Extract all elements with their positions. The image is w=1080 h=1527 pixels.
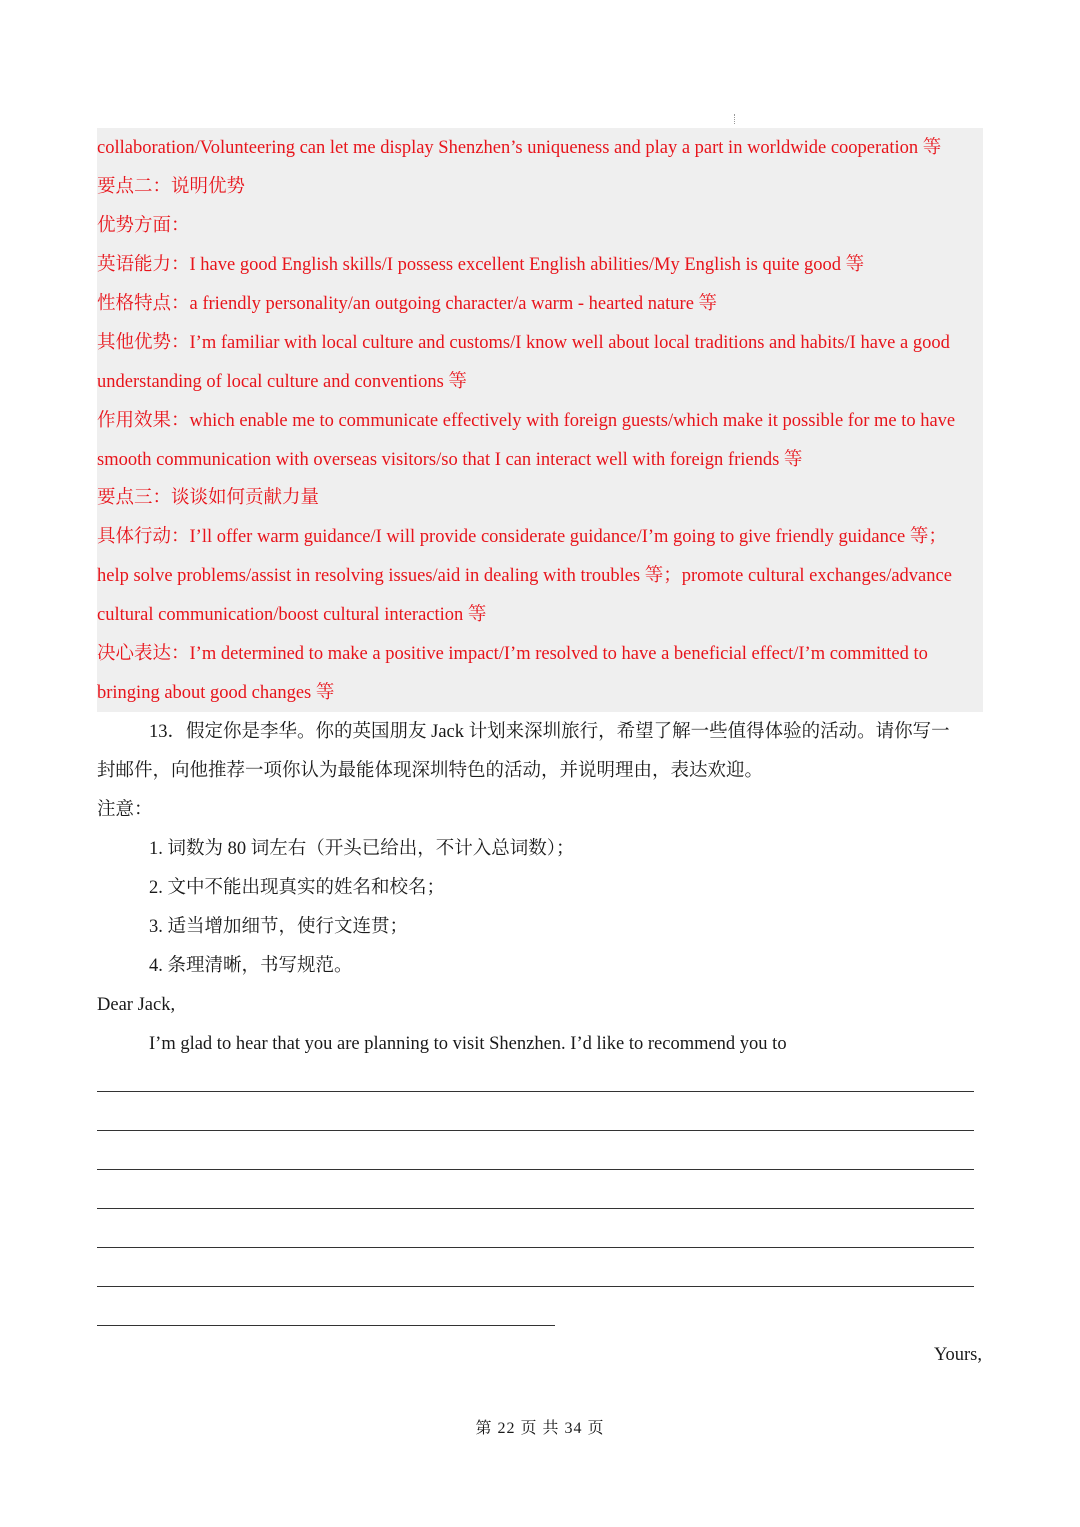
answer-line: 作用效果：which enable me to communicate effectively with foreign guests/which make it possible for me to have xyxy=(97,411,956,431)
note-item: 3. 适当增加细节，使行文连贯； xyxy=(149,917,409,937)
question-prompt-line: 封邮件，向他推荐一项你认为最能体现深圳特色的活动，并说明理由，表达欢迎。 xyxy=(97,761,764,781)
answer-line: understanding of local culture and conventions 等 xyxy=(97,372,467,392)
writing-line[interactable] xyxy=(97,1130,974,1131)
note-item: 1. 词数为 80 词左右（开头已给出，不计入总词数）； xyxy=(149,839,575,859)
writing-line[interactable] xyxy=(97,1325,555,1326)
answer-line: 优势方面： xyxy=(97,216,190,236)
writing-line[interactable] xyxy=(97,1286,974,1287)
writing-line[interactable] xyxy=(97,1247,974,1248)
notes-heading: 注意： xyxy=(97,800,153,820)
answer-line: collaboration/Volunteering can let me display Shenzhen’s uniqueness and play a part in worldwide cooperation 等 xyxy=(97,138,942,158)
writing-line[interactable] xyxy=(97,1169,974,1170)
answer-line: help solve problems/assist in resolving issues/aid in dealing with troubles 等；promote cultural exchanges/advance xyxy=(97,566,952,586)
writing-line[interactable] xyxy=(97,1091,974,1092)
answer-line: 性格特点：a friendly personality/an outgoing character/a warm - hearted nature 等 xyxy=(97,294,718,314)
letter-greeting: Dear Jack, xyxy=(97,995,176,1015)
corner-mark xyxy=(734,114,736,124)
letter-closing: Yours, xyxy=(934,1345,982,1365)
letter-opening: I’m glad to hear that you are planning to visit Shenzhen. I’d like to recommend you to xyxy=(149,1034,787,1054)
answer-line: 要点二：说明优势 xyxy=(97,177,246,197)
answer-line: smooth communication with overseas visitors/so that I can interact well with foreign friends 等 xyxy=(97,450,803,470)
question-prompt-line: 13．假定你是李华。你的英国朋友 Jack 计划来深圳旅行，希望了解一些值得体验的活动。请你写一 xyxy=(149,722,950,742)
answer-line: 其他优势：I’m familiar with local culture and customs/I know well about local traditions and habits/I have a good xyxy=(97,333,950,353)
note-item: 2. 文中不能出现真实的姓名和校名； xyxy=(149,878,446,898)
answer-line: 具体行动：I’ll offer warm guidance/I will provide considerate guidance/I’m going to give friendly guidance 等； xyxy=(97,527,947,547)
note-item: 4. 条理清晰，书写规范。 xyxy=(149,956,353,976)
writing-line[interactable] xyxy=(97,1208,974,1209)
answer-line: 要点三：谈谈如何贡献力量 xyxy=(97,488,320,508)
page-number: 第 22 页 共 34 页 xyxy=(475,1420,605,1437)
answer-line: 决心表达：I’m determined to make a positive impact/I’m resolved to have a beneficial effect/I’m committed to xyxy=(97,644,928,664)
answer-line: 英语能力：I have good English skills/I possess excellent English abilities/My English is quite good 等 xyxy=(97,255,865,275)
answer-line: cultural communication/boost cultural interaction 等 xyxy=(97,605,487,625)
answer-line: bringing about good changes 等 xyxy=(97,683,335,703)
